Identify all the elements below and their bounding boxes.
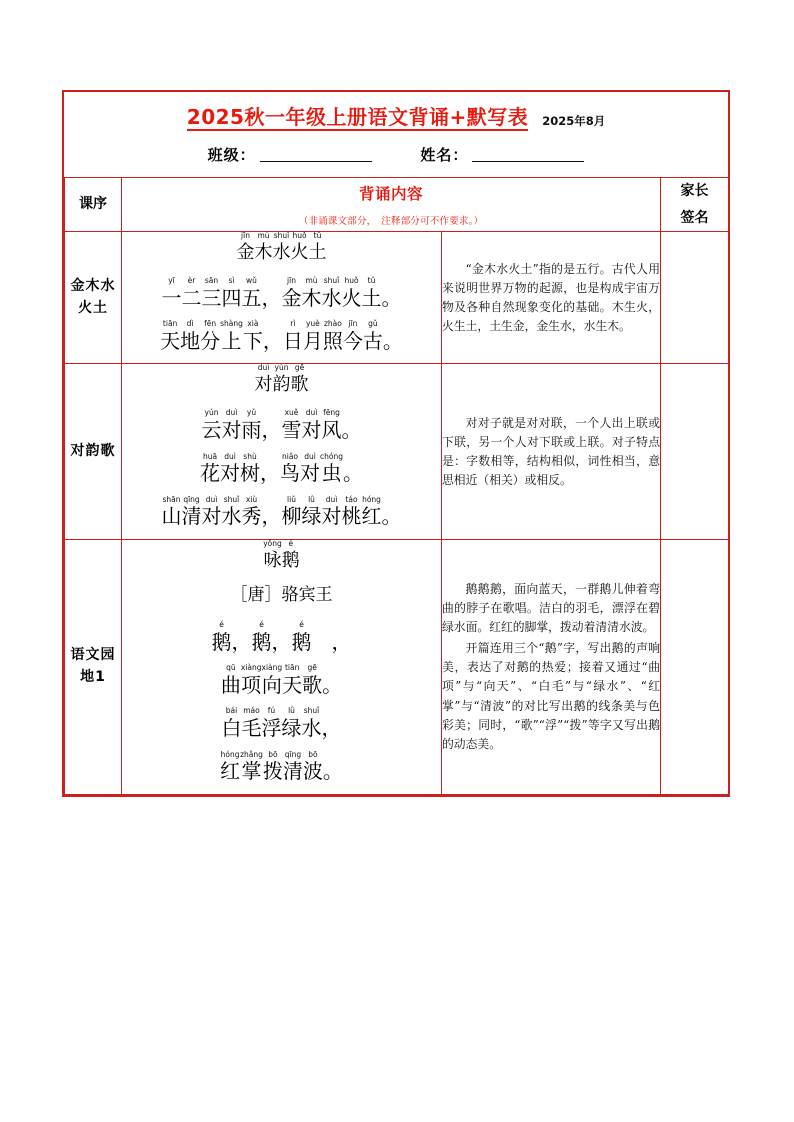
punctuation: ，: [262, 328, 283, 353]
pinyin: sì: [228, 276, 235, 286]
hanzi: 虫: [321, 461, 342, 486]
pinyin: shuǐ: [273, 231, 290, 241]
table-row: [65, 232, 729, 364]
punctuation: ，: [261, 285, 282, 310]
pinyin: qū: [226, 663, 236, 673]
pinyin: jīn: [348, 319, 358, 329]
class-label: 班级：: [207, 146, 256, 164]
pinyin-character: [322, 277, 342, 310]
pinyin-character: [292, 621, 312, 654]
hanzi: 木: [301, 285, 322, 310]
hanzi: 波: [302, 759, 323, 784]
poem-line: [122, 496, 441, 529]
pinyin: tǔ: [313, 231, 322, 241]
pinyin: hóng: [362, 494, 381, 504]
pinyin: wǔ: [246, 276, 257, 286]
pinyin: sān: [204, 276, 219, 286]
column-header-order: 课序: [65, 178, 122, 232]
pinyin: fēng: [323, 408, 340, 418]
annotation-cell: [442, 540, 661, 795]
pinyin: shuǐ: [303, 706, 320, 716]
pinyin-character: [242, 277, 262, 310]
pinyin-character: [280, 453, 300, 486]
pinyin: shān: [162, 494, 181, 504]
pinyin-character: [291, 232, 309, 263]
hanzi: 下: [242, 328, 263, 353]
punctuation: 。: [382, 328, 403, 353]
pinyin-character: [283, 751, 303, 784]
pinyin: qīng: [183, 494, 200, 504]
hanzi: 绿: [281, 715, 302, 740]
poem-title: [122, 364, 441, 395]
pinyin: huā: [202, 451, 218, 461]
pinyin-character: [322, 496, 342, 529]
pinyin-character: [282, 409, 302, 442]
pinyin: chóng: [320, 451, 343, 461]
pinyin: xiàng: [240, 663, 262, 673]
pinyin-character: [241, 664, 262, 697]
hanzi: 清: [181, 504, 202, 529]
pinyin-character: [309, 232, 327, 263]
pinyin: mù: [305, 276, 318, 286]
hanzi: 雨: [241, 417, 262, 442]
pinyin-character: [240, 453, 260, 486]
hanzi: 金: [281, 285, 302, 310]
pinyin-character: [221, 664, 241, 697]
pinyin-character: [202, 277, 222, 310]
hanzi: 鸟: [280, 461, 300, 486]
recitation-table: [64, 177, 729, 795]
punctuation: 。: [341, 417, 362, 442]
pinyin: táo: [345, 494, 358, 504]
pinyin: yī: [168, 276, 175, 286]
pinyin-character: [162, 496, 182, 529]
poem-line: [122, 707, 441, 740]
pinyin: duì: [257, 363, 270, 373]
pinyin-character: [222, 496, 242, 529]
pinyin-character: [282, 277, 302, 310]
annotation-cell: [442, 232, 661, 364]
pinyin-character: [182, 496, 202, 529]
pinyin: liǔ: [287, 494, 296, 504]
pinyin-character: [262, 707, 282, 740]
hanzi: 清: [282, 759, 303, 784]
hanzi: 柳: [281, 504, 302, 529]
hanzi: 地: [180, 328, 201, 353]
column-header-content: [122, 178, 661, 232]
hanzi: 鹅: [211, 629, 232, 654]
annotation-paragraph: 开篇连用三个“鹅”字，写出鹅的声响美，表达了对鹅的热爱；接着又通过“曲项”与“向天”、“白毛”与“绿水”、“红掌”与“清波”的对比写出鹅的线条美与色彩美；同时，“歌”“浮”“拨”等字又写出鹅的动态美。: [442, 641, 661, 751]
hanzi: 红: [361, 504, 382, 529]
pinyin-character: [282, 540, 300, 571]
pinyin-character: [263, 540, 282, 571]
pinyin: gǔ: [368, 319, 378, 329]
pinyin: yùn: [274, 363, 289, 373]
punctuation: ，: [261, 504, 282, 529]
poem-author: [122, 585, 441, 605]
hanzi: 项: [241, 672, 262, 697]
pinyin-character: [300, 453, 320, 486]
hanzi: 天: [282, 672, 303, 697]
title-block: [64, 92, 728, 177]
punctuation: 。: [381, 285, 402, 310]
pinyin: xuě: [284, 408, 299, 418]
hanzi: 上: [221, 328, 242, 353]
pinyin-character: [273, 364, 291, 395]
pinyin-character: [362, 496, 382, 529]
hanzi: 毛: [241, 715, 262, 740]
hanzi: 火: [341, 285, 362, 310]
pinyin: é: [259, 619, 264, 629]
punctuation: ，: [271, 629, 292, 654]
content-header-subtitle: （非诵课文部分， 注释部分可不作要求。）: [298, 216, 484, 228]
hanzi: 鹅: [251, 629, 272, 654]
pinyin: èr: [187, 276, 196, 286]
punctuation: 。: [322, 759, 343, 784]
pinyin: zhào: [323, 319, 342, 329]
hanzi: 对: [321, 504, 342, 529]
punctuation: ，: [231, 629, 252, 654]
hanzi: 鹅: [291, 629, 312, 654]
column-header-signature: [661, 178, 729, 232]
pinyin: gē: [294, 363, 305, 373]
pinyin: gē: [307, 663, 317, 673]
hanzi: 金: [236, 241, 255, 263]
pinyin: yún: [204, 408, 219, 418]
pinyin: jīn: [241, 231, 250, 241]
punctuation: 。: [322, 672, 343, 697]
pinyin: shù: [243, 451, 257, 461]
hanzi: 鹅: [281, 549, 300, 571]
pinyin-character: [240, 751, 263, 784]
hanzi: 山: [161, 504, 182, 529]
pinyin-character: [302, 277, 322, 310]
annotation-paragraph: “金木水火土”指的是五行。古代人用来说明世界万物的起源，也是构成宇宙万物及各种自然现象变化的基础。木生火，火生土，土生金，金生水，水生木。: [442, 261, 661, 333]
pinyin-character: [200, 320, 220, 353]
author-name: ［唐］骆宾王: [230, 584, 333, 605]
pinyin: zhǎng: [240, 749, 263, 759]
annotation-paragraph: 鹅鹅鹅，面向蓝天，一群鹅儿伸着弯曲的脖子在歌唱。洁白的羽毛，漂浮在碧绿水面。红红的脚掌，拨动着清清水波。: [442, 581, 661, 635]
pinyin-character: [222, 409, 242, 442]
poem-title: [122, 232, 441, 263]
poem-line: [122, 664, 441, 697]
pinyin-character: [282, 707, 302, 740]
pinyin: duì: [325, 494, 338, 504]
pinyin-character: [160, 320, 180, 353]
hanzi: 土: [361, 285, 382, 310]
poem: [122, 364, 441, 529]
hanzi: 风: [321, 417, 342, 442]
recitation-content: [122, 540, 442, 795]
punctuation: ，: [260, 461, 280, 486]
hanzi: 天: [160, 328, 181, 353]
hanzi: 二: [181, 285, 202, 310]
pinyin-character: [237, 232, 255, 263]
pinyin-character: [363, 320, 383, 353]
hanzi: 秀: [241, 504, 262, 529]
pinyin: jīn: [287, 276, 296, 286]
table-row: [65, 364, 729, 540]
poem: [122, 540, 441, 784]
pinyin-character: [342, 277, 362, 310]
hanzi: 白: [221, 715, 242, 740]
pinyin-character: [202, 496, 222, 529]
pinyin-character: [302, 664, 322, 697]
hanzi: 四: [221, 285, 242, 310]
pinyin: fēn: [204, 319, 217, 329]
pinyin: rì: [290, 319, 296, 329]
pinyin-character: [252, 621, 272, 654]
pinyin: hóng: [220, 749, 240, 759]
document-date: 2025年8月: [542, 114, 606, 129]
pinyin: tiān: [284, 663, 300, 673]
pinyin-character: [200, 453, 220, 486]
lesson-order-label: 金木水火土: [65, 232, 122, 364]
lesson-order-label: 对韵歌: [65, 364, 122, 540]
pinyin: qīng: [284, 749, 302, 759]
pinyin-character: [320, 453, 343, 486]
pinyin: yuè: [305, 319, 320, 329]
pinyin: duì: [305, 408, 318, 418]
hanzi: 今: [342, 328, 363, 353]
hanzi: 一: [161, 285, 182, 310]
pinyin-character: [255, 232, 273, 263]
hanzi: 日: [282, 328, 303, 353]
poem-line: [122, 453, 441, 486]
parent-signature-cell[interactable]: [661, 540, 729, 795]
annotation-cell: [442, 364, 661, 540]
pinyin-character: [302, 496, 322, 529]
signature-header-line2: 签名: [680, 209, 709, 226]
pinyin-character: [222, 707, 242, 740]
hanzi: 对: [201, 504, 222, 529]
hanzi: 对: [220, 461, 240, 486]
hanzi: 对: [221, 417, 242, 442]
pinyin-character: [242, 707, 262, 740]
hanzi: 对: [300, 461, 320, 486]
name-field: [420, 144, 584, 165]
poem-line: [122, 320, 441, 353]
hanzi: 古: [362, 328, 383, 353]
pinyin-character: [212, 621, 232, 654]
annotation-text: [442, 414, 660, 490]
pinyin: yǒng: [263, 539, 282, 548]
pinyin: fú: [267, 706, 276, 716]
punctuation: 。: [342, 461, 363, 486]
hanzi: 对: [301, 417, 322, 442]
hanzi: 水: [321, 285, 342, 310]
hanzi: 云: [201, 417, 222, 442]
pinyin-character: [262, 664, 283, 697]
hanzi: 绿: [301, 504, 322, 529]
pinyin: bō: [308, 749, 318, 759]
pinyin: xiàng: [261, 663, 283, 673]
hanzi: 歌: [302, 672, 323, 697]
pinyin-character: [243, 320, 263, 353]
pinyin-character: [282, 664, 302, 697]
name-blank-line[interactable]: [472, 147, 584, 162]
pinyin: duì: [225, 408, 238, 418]
punctuation: ，: [321, 715, 342, 740]
pinyin-character: [255, 364, 273, 395]
hanzi: 雪: [281, 417, 302, 442]
parent-signature-cell[interactable]: [661, 232, 729, 364]
pinyin: duì: [224, 451, 236, 461]
class-blank-line[interactable]: [260, 147, 372, 162]
pinyin: duì: [205, 494, 218, 504]
hanzi: 桃: [341, 504, 362, 529]
pinyin: lǜ: [308, 494, 315, 504]
pinyin: máo: [243, 706, 260, 716]
pinyin-character: [242, 496, 262, 529]
hanzi: 对: [254, 374, 273, 396]
worksheet-table: [62, 90, 730, 797]
annotation-paragraph: 对对子就是对对联，一个人出上联或下联，另一个人对下联或上联。对子特点是：字数相等，结构相似，词性相当，意思相近（相关）或相反。: [442, 415, 661, 487]
pinyin-character: [343, 320, 363, 353]
page-title: 2025秋一年级上册语文背诵+默写表: [186, 105, 529, 129]
hanzi: 咏: [263, 549, 282, 571]
punctuation: 。: [381, 504, 402, 529]
pinyin: bái: [225, 706, 238, 716]
pinyin: shuǐ: [223, 494, 240, 504]
recitation-content: [122, 364, 442, 540]
name-label: 姓名：: [420, 146, 469, 164]
pinyin-character: [322, 409, 342, 442]
pinyin: lǜ: [288, 706, 295, 716]
pinyin-character: [222, 277, 242, 310]
hanzi: 照: [322, 328, 343, 353]
pinyin-character: [220, 453, 240, 486]
poem-line: [122, 751, 441, 784]
pinyin-character: [220, 320, 243, 353]
punctuation: ，: [311, 629, 352, 654]
signature-header-line1: 家长: [680, 183, 709, 199]
pinyin-character: [273, 232, 291, 263]
table-rows: [65, 232, 729, 795]
pinyin: tiān: [162, 319, 178, 329]
pinyin: bō: [268, 749, 278, 759]
pinyin: tǔ: [367, 276, 376, 286]
pinyin: shuǐ: [323, 276, 340, 286]
hanzi: 火: [290, 241, 309, 263]
pinyin-character: [182, 277, 202, 310]
pinyin-character: [263, 751, 283, 784]
poem-line: [122, 621, 441, 654]
hanzi: 歌: [290, 374, 309, 396]
pinyin: yǔ: [246, 408, 257, 418]
pinyin: xiù: [245, 494, 258, 504]
student-fields: [64, 144, 728, 165]
hanzi: 土: [308, 241, 327, 263]
parent-signature-cell[interactable]: [661, 364, 729, 540]
pinyin-character: [342, 496, 362, 529]
pinyin-character: [162, 277, 182, 310]
pinyin: é: [288, 539, 294, 548]
pinyin-character: [323, 320, 343, 353]
pinyin-character: [202, 409, 222, 442]
pinyin-character: [220, 751, 240, 784]
pinyin-character: [302, 707, 322, 740]
pinyin-character: [283, 320, 303, 353]
poem: [122, 232, 441, 353]
hanzi: 向: [261, 672, 282, 697]
annotation-text: [442, 580, 660, 754]
pinyin: huǒ: [292, 231, 307, 241]
pinyin: mù: [257, 231, 270, 241]
hanzi: 红: [220, 759, 241, 784]
poem-line: [122, 409, 441, 442]
hanzi: 花: [200, 461, 220, 486]
pinyin: dì: [186, 319, 194, 329]
hanzi: 五: [241, 285, 262, 310]
hanzi: 水: [272, 241, 291, 263]
pinyin: xià: [247, 319, 259, 329]
pinyin-character: [180, 320, 200, 353]
hanzi: 树: [240, 461, 260, 486]
pinyin: é: [219, 619, 224, 629]
table-row: [65, 540, 729, 795]
pinyin-character: [302, 409, 322, 442]
hanzi: 拨: [262, 759, 283, 784]
hanzi: 月: [302, 328, 323, 353]
hanzi: 浮: [261, 715, 282, 740]
pinyin-character: [291, 364, 309, 395]
poem-line: [122, 277, 441, 310]
pinyin-character: [282, 496, 302, 529]
pinyin: huǒ: [344, 276, 359, 286]
title-line: [64, 106, 728, 131]
annotation-text: [442, 260, 660, 336]
hanzi: 曲: [220, 672, 241, 697]
lesson-order-label: 语文园地1: [65, 540, 122, 795]
punctuation: ，: [261, 417, 282, 442]
hanzi: 掌: [241, 759, 262, 784]
pinyin-character: [303, 320, 323, 353]
hanzi: 韵: [272, 374, 291, 396]
poem-title: [122, 540, 441, 571]
hanzi: 水: [301, 715, 322, 740]
pinyin-character: [303, 751, 323, 784]
hanzi: 水: [221, 504, 242, 529]
pinyin-character: [242, 409, 262, 442]
class-field: [208, 144, 372, 165]
pinyin: duì: [304, 451, 316, 461]
hanzi: 分: [200, 328, 221, 353]
content-header-title: 背诵内容: [359, 185, 424, 204]
hanzi: 木: [254, 241, 273, 263]
pinyin: shàng: [220, 319, 243, 329]
recitation-content: [122, 232, 442, 364]
pinyin: é: [299, 619, 304, 629]
hanzi: 三: [201, 285, 222, 310]
table-header-row: [65, 178, 729, 232]
pinyin: niǎo: [281, 451, 299, 461]
pinyin-character: [362, 277, 382, 310]
